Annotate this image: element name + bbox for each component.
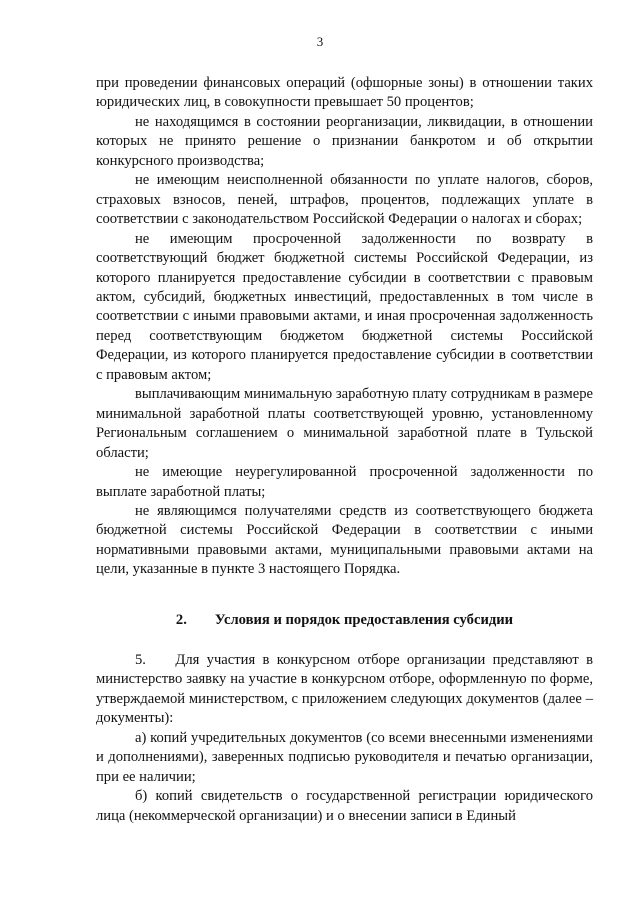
section-body [96, 651, 593, 826]
paragraph-reorganization: не находящимся в состоянии реорганизации, ликвидации, в отношении которых не принято решение о признании банкротом и об открытии конкурсного производства; [96, 113, 593, 169]
section-title: Условия и порядок предоставления субсидии [214, 612, 514, 628]
paragraph-taxes: не имеющим неисполненной обязанности по уплате налогов, сборов, страховых взносов, пеней, штрафов, процентов, подлежащих уплате в соответствии с законодательством Российской Федерации о налогах и сборах; [96, 172, 593, 228]
paragraph-offshore: при проведении финансовых операций (офшорные зоны) в отношении таких юридических лиц, в совокупности превышает 50 процентов; [96, 75, 593, 111]
page-number: 3 [316, 34, 324, 49]
section-heading [96, 611, 593, 630]
paragraph-item-b: б) копий свидетельств о государственной регистрации юридического лица (некоммерческой организации) и о внесении записи в Единый [96, 788, 593, 824]
section-number: 2. [175, 612, 187, 628]
paragraph-wage-arrears: не имеющие неурегулированной просроченной задолженности по выплате заработной платы; [96, 464, 593, 500]
paragraph-budget-recipients: не являющимся получателями средств из соответствующего бюджета бюджетной системы Российской Федерации в соответствии с иными нормативными правовыми актами, муниципальными правовыми актами на цели, указанные в пункте 3 настоящего Порядка. [96, 502, 593, 578]
paragraph-overdue-debt: не имеющим просроченной задолженности по возврату в соответствующий бюджет бюджетной системы Российской Федерации, из которого планируется предоставление субсидии в соответствии с правовым актом, субсидий, бюджетных инвестиций, предоставленных в том числе в соответствии с иными правовыми актами, и иная просроченная задолженность перед соответствующим бюджетом бюджетной системы Российской Федерации, из которого планируется предоставление субсидии в соответствии с правовым актом; [96, 230, 593, 383]
paragraph-minimum-wage: выплачивающим минимальную заработную плату сотрудникам в размере минимальной заработной платы соответствующей уровню, установленному Региональным соглашением о минимальной заработной плате в Тульской области; [96, 386, 593, 461]
document-body [96, 74, 593, 580]
paragraph-item-5: 5. Для участия в конкурсном отборе организации представляют в министерство заявку на участие в конкурсном отборе, оформленную по форме, утверждаемой министерством, с приложением следующих документов (далее – документы): [96, 652, 593, 727]
paragraph-item-a: а) копий учредительных документов (со всеми внесенными изменениями и дополнениями), заверенных подписью руководителя и печатью организации, при ее наличии; [96, 729, 593, 785]
